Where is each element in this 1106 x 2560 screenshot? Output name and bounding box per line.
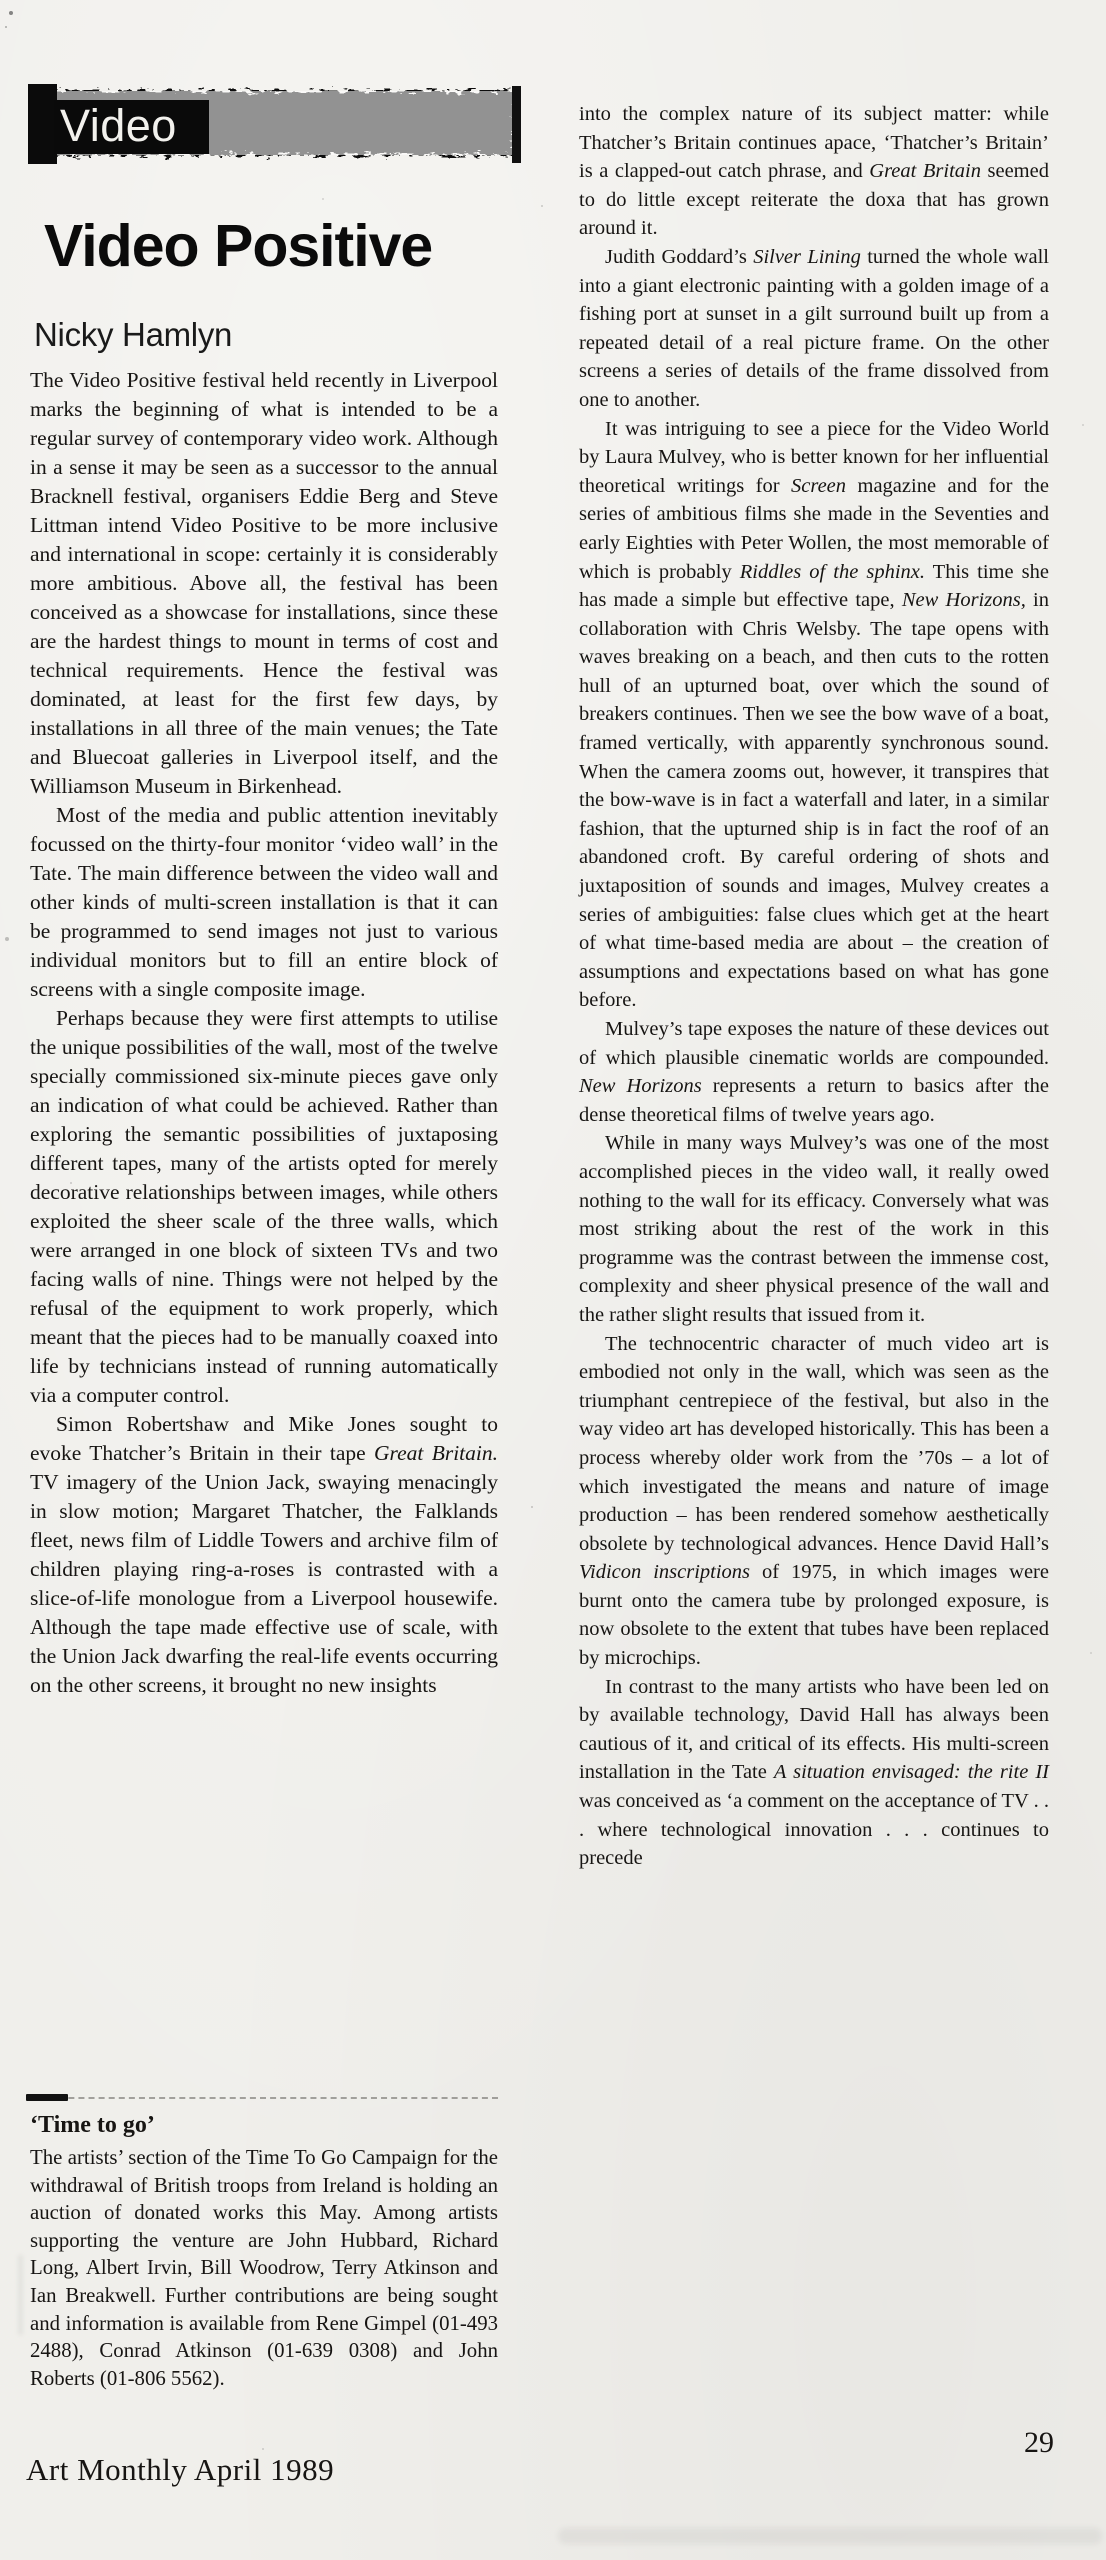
scan-smudge-bottom bbox=[558, 2528, 1102, 2544]
article-paragraph-right-6: The technocentric character of much video art is embodied not only in the wall, which was seen as the triumphant centrepiece of the festival, but also in the way video art has developed historically. This has been a process whereby older work from the ’70s – a lot of which investigated the means and nature of image production – has been rendered somehow aesthetically obsolete by technological advances. Hence David Hall’s Vidicon inscriptions of 1975, in which images were burnt onto the camera tube by prolonged exposure, is now obsolete to the extent that tubes have been replaced by microchips. bbox=[579, 1332, 1049, 1670]
page-number: 29 bbox=[1024, 2426, 1054, 2459]
notice-body: The artists’ section of the Time To Go Campaign for the withdrawal of British troops from Ireland is holding an auction of donated works this May. Among artists supporting the venture are John Hubbard, Richard Long, Albert Irvin, Bill Woodrow, Terry Atkinson and Ian Breakwell. Further contributions are being sought and information is available from Rene Gimpel (01-493 2488), Conrad Atkinson (01-639 0308) and John Roberts (01-806 5562). bbox=[30, 2146, 498, 2390]
article-paragraph-left-3: Perhaps because they were first attempts to utilise the unique possibilities of the wall, most of the twelve specially commissioned six-minute pieces gave only an indication of what could be achieved. Rather than exploring the semantic possibilities of juxtaposing different tapes, many of the artists opted for merely decorative relationships between images, while others exploited the sheer scale of the three walls, which were arranged in one block of sixteen TVs and two facing walls of nine. Things were not helped by the refusal of the equipment to work properly, which meant that the pieces had to be manually coaxed into life by technicians instead of running automatically via a computer control. bbox=[30, 1006, 498, 1407]
section-divider bbox=[28, 2094, 498, 2104]
article-paragraph-right-1: into the complex nature of its subject matter: while Thatcher’s Britain continues apace, ‘Thatcher’s Britain’ is a clapped-out catch phrase, and Great Britain seemed to do little except reiterate the doxa that has grown around it. bbox=[579, 103, 1049, 240]
article-paragraph-left-1: The Video Positive festival held recently in Liverpool marks the beginning of what is intended to be a regular survey of contemporary video work. Although in a sense it may be seen as a successor to the annual Bracknell festival, organisers Eddie Berg and Steve Littman intend Video Positive to be more inclusive and international in scope: certainly it is considerably more ambitious. Above all, the festival has been conceived as a showcase for installations, since these are the hardest things to mount in terms of cost and technical requirements. Hence the festival was dominated, at least for the first few days, by installations in all three of the main venues; the Tate and Bluecoat galleries in Liverpool itself, and the Williamson Museum in Birkenhead. bbox=[30, 368, 498, 798]
article-title: Video Positive bbox=[44, 213, 433, 279]
article-paragraph-right-3: It was intriguing to see a piece for the Video World by Laura Mulvey, who is better known for her influential theoretical writings for Screen magazine and for the series of ambitious films she made in the Seventies and early Eighties with Peter Wollen, the most memorable of which is probably Riddles of the sphinx. This time she has made a simple but effective tape, New Horizons, in collaboration with Chris Welsby. The tape opens with waves breaking on a beach, and then cuts to the rotten hull of an upturned boat, over which the sound of breakers continues. Then we see the bow wave of a boat, framed vertically, with apparently synchronous sound. When the camera zooms out, however, it transpires that the bow-wave is in fact a waterfall and later, in a similar fashion, that the upturned ship is in fact the roof of an abandoned croft. By careful ordering of shots and juxtaposition of sounds and images, Mulvey creates a series of ambiguities: false clues which get at the heart of what time-based media are about – the creation of assumptions and expectations based on what has gone before. bbox=[579, 417, 1049, 1012]
scan-speckles bbox=[0, 0, 2, 2]
article-paragraph-left-4: Simon Robertshaw and Mike Jones sought to evoke Thatcher’s Britain in their tape Great Britain. TV imagery of the Union Jack, swaying menacingly in slow motion; Margaret Thatcher, the Falklands fleet, news film of Liddle Towers and archive film of children playing ring-a-roses is contrasted with a slice-of-life monologue from a Liverpool housewife. Although the tape made effective use of scale, with the Union Jack dwarfing the real-life events occurring on the other screens, it brought no new insights bbox=[30, 1412, 498, 1697]
banner-left-block bbox=[28, 84, 57, 164]
article-paragraph-right-4: Mulvey’s tape exposes the nature of these devices out of which plausible cinematic worlds are compounded. New Horizons represents a return to basics after the dense theoretical films of twelve years ago. bbox=[579, 1018, 1049, 1126]
article-paragraph-right-2: Judith Goddard’s Silver Lining turned the whole wall into a giant electronic painting with a golden image of a fishing port at sunset in a gilt surround built up from a repeated detail of a real picture frame. On the other screens a series of details of the frame dissolved from one to another. bbox=[579, 245, 1049, 411]
divider-dashes bbox=[28, 2097, 498, 2099]
section-banner bbox=[28, 84, 521, 164]
scan-smudge-left bbox=[18, 2255, 23, 2335]
byline: Nicky Hamlyn bbox=[34, 316, 233, 353]
footer-credit: Art Monthly April 1989 bbox=[26, 2452, 335, 2487]
article-paragraph-right-5: While in many ways Mulvey’s was one of the most accomplished pieces in the video wall, it really owed nothing to the wall for its efficacy. Conversely what was most striking about the rest of the work in this programme was the contrast between the immense cost, complexity and sheer physical presence of the wall and the rather slight results that issued from it. bbox=[579, 1132, 1049, 1326]
notice-heading: ‘Time to go’ bbox=[30, 2112, 155, 2138]
notice-box bbox=[30, 2112, 498, 2392]
divider-tick bbox=[26, 2094, 68, 2101]
left-column bbox=[30, 366, 498, 1700]
banner-right-bar bbox=[512, 86, 521, 163]
section-label: Video bbox=[54, 100, 209, 154]
article-paragraph-left-2: Most of the media and public attention inevitably focussed on the thirty-four monitor ‘video wall’ in the Tate. The main difference between the video wall and other kinds of multi-screen installation is that it can be programmed to send images not just to various individual monitors but to fill an entire block of screens with a single composite image. bbox=[30, 803, 498, 1001]
article-paragraph-right-7: In contrast to the many artists who have been led on by available technology, David Hall has always been cautious of it, and critical of its effects. His multi-screen installation in the Tate A situation envisaged: the rite II was conceived as ‘a comment on the acceptance of TV . . . where technological innovation . . . continues to precede bbox=[579, 1675, 1049, 1870]
right-column bbox=[579, 100, 1049, 1873]
